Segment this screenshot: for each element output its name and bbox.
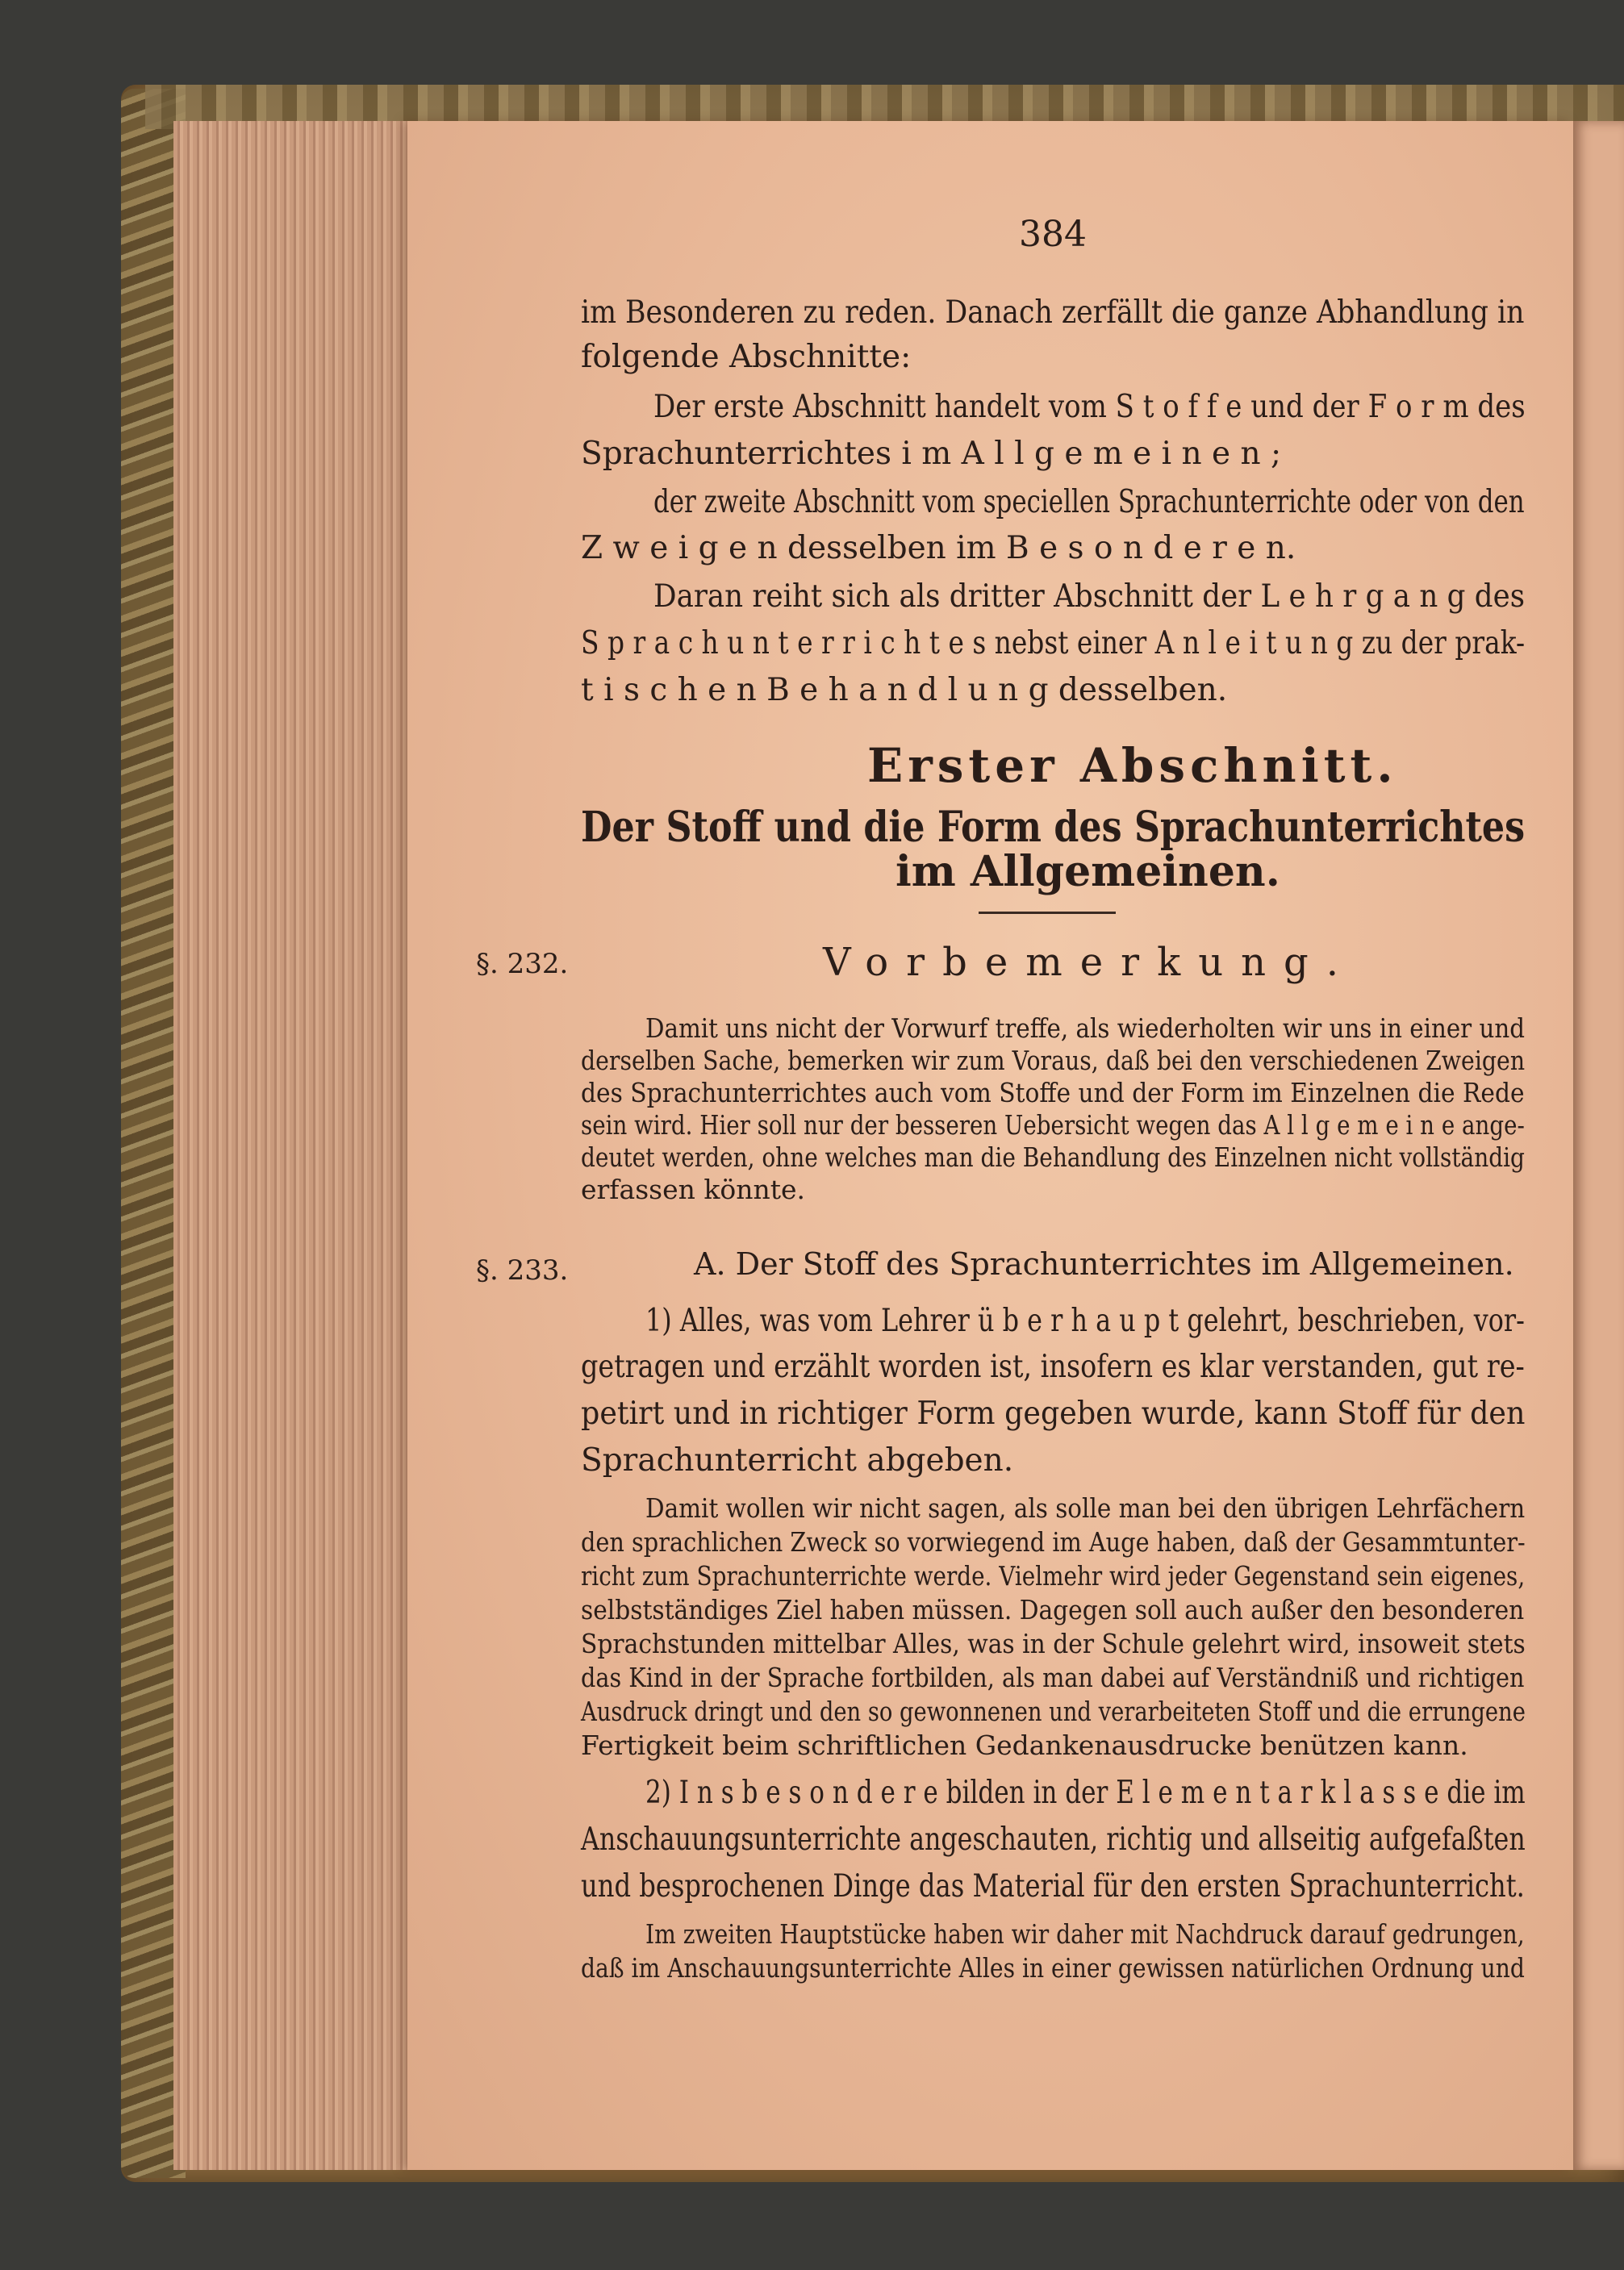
note-line: richt zum Sprachunterrichte werde. Vielmehr wird jeder Gegenstand sein eigenes, <box>581 1560 1526 1592</box>
body-line: Anschauungsunterrichte angeschauten, richtig und allseitig aufgefaßten <box>581 1821 1526 1858</box>
note-line: derselben Sache, bemerken wir zum Voraus, daß bei den verschiedenen Zweigen <box>581 1045 1526 1076</box>
divider-rule <box>979 912 1116 914</box>
paragraph-label-233: §. 233. <box>476 1254 569 1287</box>
note-line: erfassen könnte. <box>581 1174 805 1205</box>
body-line: getragen und erzählt worden ist, insofern es klar verstanden, gut re- <box>581 1349 1525 1385</box>
body-line: und besprochenen Dinge das Material für den ersten Sprachunterricht. <box>581 1868 1525 1905</box>
intro-line: S p r a c h u n t e r r i c h t e s nebst einer A n l e i t u n g zu der prak- <box>581 625 1526 661</box>
body-line: Sprachunterricht abgeben. <box>581 1442 1014 1479</box>
section-heading: Erster Abschnitt. <box>867 738 1398 793</box>
note-line: das Kind in der Sprache fortbilden, als man dabei auf Verständniß und richtigen <box>581 1662 1525 1693</box>
subsection-title-A: A. Der Stoff des Sprachunterrichtes im Allgemeinen. <box>694 1246 1514 1282</box>
intro-line: im Besonderen zu reden. Danach zerfällt die ganze Abhandlung in <box>581 294 1525 331</box>
intro-line: Z w e i g e n desselben im B e s o n d e r e n. <box>581 530 1296 566</box>
section-title-line-1: Der Stoff und die Form des Sprachunterrichtes <box>581 803 1526 852</box>
intro-line: Daran reiht sich als dritter Abschnitt der L e h r g a n g des <box>653 578 1526 615</box>
note-line: daß im Anschauungsunterrichte Alles in einer gewissen natürlichen Ordnung und <box>581 1952 1525 1984</box>
body-line: 2) I n s b e s o n d e r e bilden in der E l e m e n t a r k l a s s e die im <box>645 1775 1526 1811</box>
page-number: 384 <box>1019 214 1087 255</box>
note-line: Ausdruck dringt und den so gewonnenen und verarbeiteten Stoff und die errungene <box>581 1696 1526 1727</box>
note-line: selbstständiges Ziel haben müssen. Dagegen soll auch außer den besonderen <box>581 1594 1525 1625</box>
note-line: des Sprachunterrichtes auch vom Stoffe und der Form im Einzelnen die Rede <box>581 1077 1525 1108</box>
intro-line: der zweite Abschnitt vom speciellen Sprachunterrichte oder von den <box>653 484 1525 520</box>
note-line: Fertigkeit beim schriftlichen Gedankenausdrucke benützen kann. <box>581 1730 1468 1761</box>
vorbemerkung-title: Vorbemerkung. <box>823 940 1356 985</box>
intro-line: t i s c h e n B e h a n d l u n g desselben. <box>581 672 1228 708</box>
note-line: Sprachstunden mittelbar Alles, was in der Schule gelehrt wird, insoweit stets <box>581 1628 1526 1659</box>
body-line: 1) Alles, was vom Lehrer ü b e r h a u p t gelehrt, beschrieben, vor- <box>645 1303 1525 1339</box>
note-line: Damit wollen wir nicht sagen, als solle man bei den übrigen Lehrfächern <box>645 1492 1526 1524</box>
facing-page-edge <box>1573 121 1624 2170</box>
note-line: den sprachlichen Zweck so vorwiegend im Auge haben, daß der Gesammtunter- <box>581 1526 1526 1558</box>
body-line: petirt und in richtiger Form gegeben wurde, kann Stoff für den <box>581 1396 1526 1432</box>
page-block-edge <box>173 121 407 2170</box>
intro-line: Der erste Abschnitt handelt vom S t o f f e und der F o r m des <box>653 389 1526 425</box>
note-line: deutet werden, ohne welches man die Behandlung des Einzelnen nicht vollständig <box>581 1141 1525 1173</box>
note-line: Im zweiten Hauptstücke haben wir daher mit Nachdruck darauf gedrungen, <box>645 1918 1525 1950</box>
note-line: Damit uns nicht der Vorwurf treffe, als wiederholten wir uns in einer und <box>645 1012 1526 1044</box>
intro-line: folgende Abschnitte: <box>581 339 912 375</box>
paragraph-label-232: §. 232. <box>476 948 569 980</box>
intro-line: Sprachunterrichtes i m A l l g e m e i n e n ; <box>581 436 1282 472</box>
note-line: sein wird. Hier soll nur der besseren Uebersicht wegen das A l l g e m e i n e ange- <box>581 1109 1525 1141</box>
section-title-line-2: im Allgemeinen. <box>895 847 1280 896</box>
